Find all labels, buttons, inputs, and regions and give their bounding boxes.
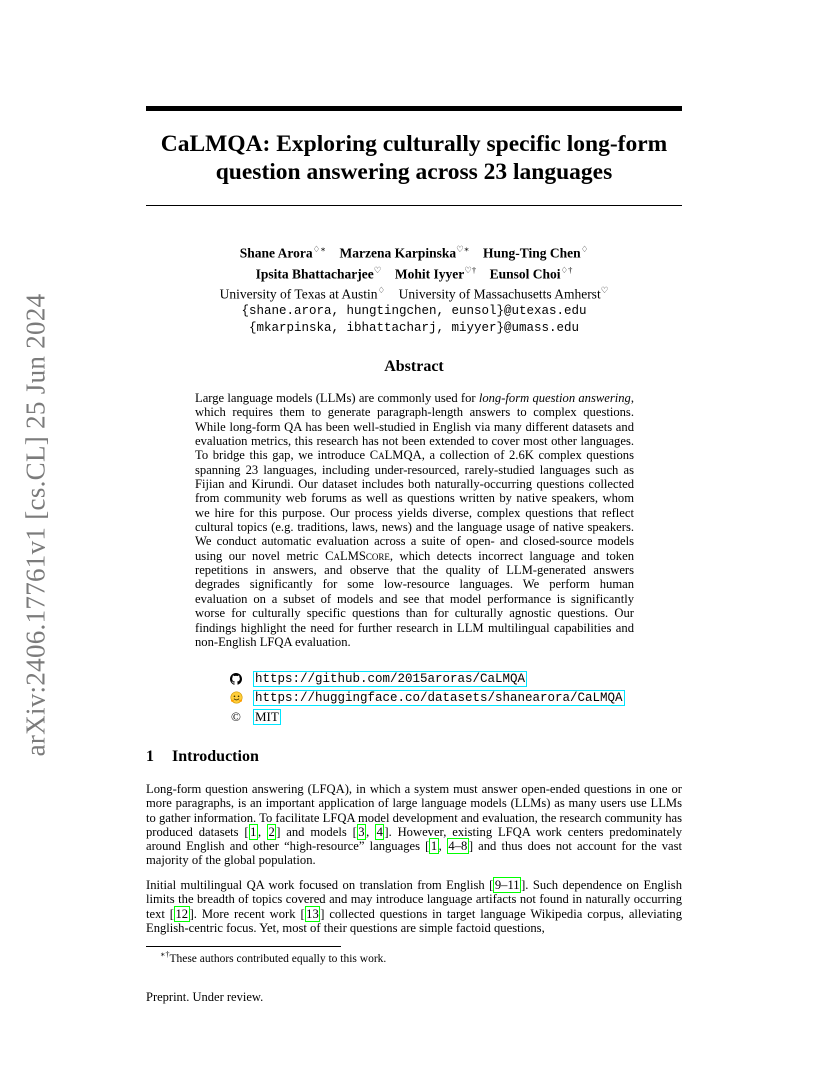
arxiv-id: arXiv:2406.17761v1 [cs.CL] 25 Jun 2024: [20, 293, 51, 757]
footnote-mark: ∗†: [160, 950, 170, 959]
arxiv-sidebar: [16, 290, 56, 760]
citation-link[interactable]: 4–8: [448, 839, 468, 854]
title-bottom-rule: [146, 205, 682, 206]
citation-link[interactable]: 4: [376, 824, 383, 839]
citation-link[interactable]: 3: [358, 824, 365, 839]
author-block: [146, 241, 682, 337]
intro-paragraph-2: [146, 878, 682, 935]
affiliation-mark: ♡: [600, 285, 609, 295]
abstract-part: Large language models (LLMs) are commonly used for: [195, 391, 479, 405]
affiliation: University of Texas at Austin: [219, 286, 378, 302]
citation-link[interactable]: 2: [268, 824, 275, 839]
paragraph-text: ]. More recent work [: [189, 906, 305, 921]
abstract-heading: Abstract: [384, 358, 444, 375]
author-mark: ♢: [580, 244, 589, 254]
link-row-license: [224, 707, 625, 726]
affiliation-mark: ♢: [377, 285, 386, 295]
email-line-1: {shane.arora, hungtingchen, eunsol}@utexas.edu: [241, 303, 587, 318]
author-name: Ipsita Bhattacharjee: [255, 266, 374, 281]
paragraph-text: ] collected questions in target language Wikipedia corpus, alleviating English-centric focus. Yet, most of their questions are simple factoid questions,: [146, 906, 682, 935]
abstract-text: [195, 391, 634, 649]
link-row-github: [224, 669, 625, 688]
paragraph-text: Long-form question answering (LFQA), in which a system must answer open-ended questions in one or more paragraphs, is an important application of large language models (LLMs) as many users use LLMs to gather information. To facilitate LFQA model development and evaluation, the research community has produced datasets [: [146, 782, 682, 839]
abstract-part: , which detects incorrect language and token repetitions in answers, and observe that the quality of LLM-generated answers degrades significantly for some low-resource languages. We perform human evaluation on a subset of models and see that model performance is significantly worse for culturally specific questions than for culturally agnostic questions. Our findings highlight the need for further research in LLM multilingual capabilities and non-English LFQA evaluation.: [195, 548, 634, 649]
paper-title: [146, 130, 682, 186]
author-name: Shane Arora: [239, 245, 313, 261]
license-link[interactable]: MIT: [255, 708, 279, 724]
author-mark: ♢∗: [312, 244, 326, 254]
metric-name: CaLMScore: [325, 548, 390, 563]
author-name: Eunsol Choi: [489, 266, 561, 281]
paragraph-text: ]. Such dependence on English limits the breadth of topics covered and may introduce language artifacts not found in naturally occurring text [: [146, 878, 682, 921]
resource-links: [224, 669, 625, 726]
footnote-text: These authors contributed equally to this work.: [169, 952, 387, 965]
github-icon: [224, 673, 248, 685]
huggingface-link[interactable]: https://huggingface.co/datasets/shanearora/CaLMQA: [255, 690, 623, 705]
citation-link[interactable]: 13: [306, 906, 319, 921]
huggingface-icon: [224, 691, 248, 704]
title-line-2: question answering across 23 languages: [215, 159, 613, 185]
citation-link[interactable]: 12: [175, 906, 189, 921]
author-name: Mohit Iyyer: [394, 266, 465, 281]
link-row-huggingface: [224, 688, 625, 707]
paragraph-text: ] and models [: [276, 824, 357, 839]
email-line-2: {mkarpinska, ibhattacharj, miyyer}@umass.edu: [248, 320, 580, 335]
title-top-rule: [146, 106, 682, 111]
author-line-2: [146, 262, 682, 283]
section-heading: [146, 748, 259, 766]
citation-link[interactable]: 1: [430, 839, 438, 854]
author-name: Hung-Ting Chen: [483, 245, 581, 261]
section-title: Introduction: [172, 748, 259, 765]
title-line-1: CaLMQA: Exploring culturally specific long-form: [160, 131, 668, 157]
abstract-emphasis: long-form question answering: [478, 391, 631, 405]
affiliations: [146, 282, 682, 303]
author-name: Marzena Karpinska: [339, 245, 457, 261]
citation-link[interactable]: 9–11: [494, 878, 520, 892]
footnote: [160, 950, 386, 965]
github-link[interactable]: https://github.com/2015aroras/CaLMQA: [255, 671, 526, 686]
dataset-name: CaLMQA: [369, 448, 422, 463]
intro-paragraph-1: Long-form question answering (LFQA), in which a system must answer open-ended questions in one or more paragraphs, is an important application of large language models (LLMs) as many users use LLMs to gather information. To facilitate LFQA model development and evaluation, the research community has produced datasets [ 1 , 2 ] and models [ 3 , 4 ]. However, existing LFQA work centers predominately around English and other “high-resource” languages [ 1 , 4–8 ] and thus does not account for the vast majority of the global population.: [146, 782, 683, 868]
author-mark: ♡†: [464, 264, 477, 275]
affiliation: University of Massachusetts Amherst: [398, 286, 601, 302]
paragraph-text: ] and thus does not account for the vast majority of the global population.: [146, 839, 682, 868]
footnote-rule: [146, 946, 341, 947]
paragraph-text: Initial multilingual QA work focused on translation from English [: [146, 878, 494, 892]
author-mark: ♢†: [560, 264, 573, 275]
author-line-1: [146, 241, 682, 262]
copyright-icon: ©: [231, 708, 241, 724]
author-mark: ♡: [373, 264, 382, 275]
author-mark: ♡∗: [456, 244, 470, 254]
paragraph-text: ]. However, existing LFQA work centers predominately around English and other “high-resource” languages [: [146, 824, 683, 854]
preprint-notice: Preprint. Under review.: [146, 990, 264, 1004]
section-number: 1: [146, 748, 154, 765]
citation-link[interactable]: 1: [250, 824, 257, 839]
abstract-part: , a collection of 2.6K complex questions spanning 23 languages, including under-resourced, rarely-studied languages such as Fijian and Kirundi. Our dataset includes both naturally-occurring questions collected from community web forums as well as questions written by native speakers, whom we hire for this purpose. Our process yields diverse, complex questions that reflect cultural topics (e.g. traditions, laws, news) and the language usage of native speakers. We conduct automatic evaluation across a suite of open- and closed-source models using our novel metric: [195, 448, 634, 563]
abstract-part: , which requires them to generate paragraph-length answers to complex questions. While long-form QA has been well-studied in English via many different datasets and evaluation metrics, this research has not been extended to cover most other languages. To bridge this gap, we introduce: [195, 391, 635, 463]
